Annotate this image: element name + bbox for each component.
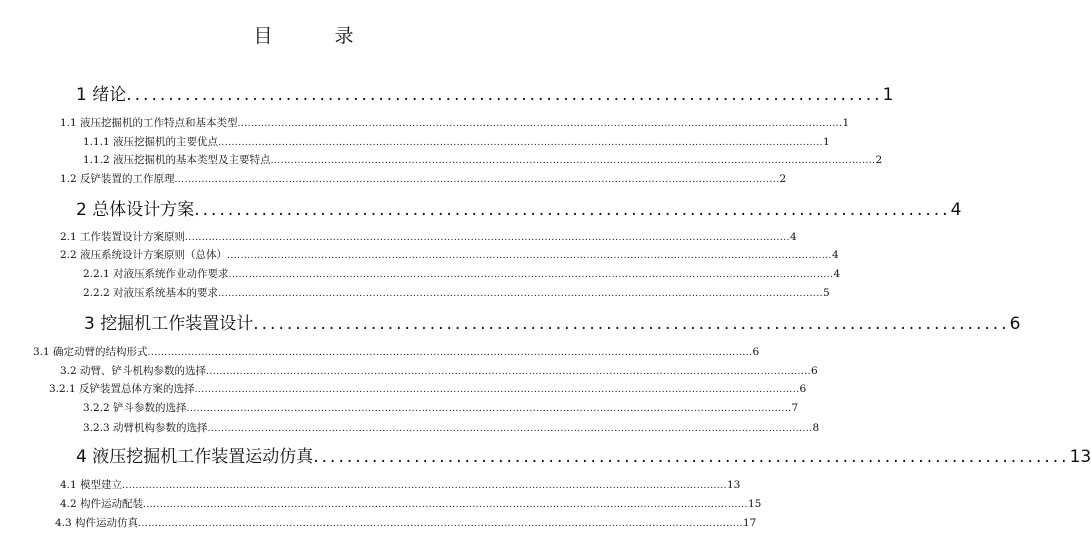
toc-entry-page: 13 xyxy=(727,479,741,491)
toc-entry-label: 4.1 模型建立 xyxy=(60,479,123,491)
toc-entry-1-2 xyxy=(60,172,787,187)
toc-entry-4-1 xyxy=(60,478,741,493)
toc-entry-label: 4.2 构件运动配装 xyxy=(60,498,144,510)
toc-entry-2-2-1 xyxy=(83,267,841,282)
toc-entry-label: 1.1.1 液压挖掘机的主要优点 xyxy=(83,136,219,148)
toc-entry-page: 4 xyxy=(790,231,797,243)
toc-entry-page: 1 xyxy=(882,85,894,105)
toc-entry-chapter-3 xyxy=(84,313,1021,335)
toc-entry-page: 6 xyxy=(1009,314,1021,334)
toc-entry-chapter-2 xyxy=(76,199,962,221)
toc-entry-label: 3.1 确定动臂的结构形式 xyxy=(33,346,148,358)
dot-leader: .................................................................................................................................................................................... xyxy=(218,289,824,299)
toc-entry-label: 2.2.2 对液压系统基本的要求 xyxy=(83,287,219,299)
toc-entry-page: 17 xyxy=(743,517,757,529)
dot-leader: .................................................................................................................................................................................... xyxy=(174,175,780,185)
toc-entry-label: 4.3 构件运动仿真 xyxy=(55,517,139,529)
toc-entry-3-2 xyxy=(60,364,818,379)
toc-title: 目 录 xyxy=(253,25,382,47)
toc-entry-label: 2.2.1 对液压系统作业动作要求 xyxy=(83,268,229,280)
toc-entry-3-2-1 xyxy=(49,382,807,397)
toc-entry-label: 3.2.1 反铲装置总体方案的选择 xyxy=(49,383,195,395)
dot-leader: .................................................................................................................................................................................... xyxy=(147,348,753,358)
dot-leader: .................................................................................................................................................................................... xyxy=(218,138,824,148)
toc-entry-2-2 xyxy=(60,248,839,263)
toc-entry-page: 4 xyxy=(833,268,841,280)
toc-entry-chapter-4 xyxy=(76,446,1091,468)
toc-entry-page: 5 xyxy=(823,287,830,299)
toc-entry-page: 4 xyxy=(950,200,962,220)
dot-leader: .......................................................................................... xyxy=(313,447,1070,467)
toc-entry-label: 3.2.3 动臂机构参数的选择 xyxy=(83,422,208,434)
toc-entry-page: 7 xyxy=(791,402,799,414)
dot-leader: .......................................................................................... xyxy=(194,200,951,220)
dot-leader: .................................................................................................................................................................................... xyxy=(185,233,790,243)
toc-entry-page: 6 xyxy=(752,346,760,358)
dot-leader: .................................................................................................................................................................................... xyxy=(237,119,843,129)
toc-entry-label: 3.2 动臂、铲斗机构参数的选择 xyxy=(60,365,207,377)
toc-entry-page: 6 xyxy=(799,383,807,395)
toc-entry-3-2-2 xyxy=(83,401,799,416)
toc-entry-label: 1.1.2 液压挖掘机的基本类型及主要特点 xyxy=(83,154,271,166)
dot-leader: .................................................................................................................................................................................... xyxy=(186,404,792,414)
toc-entry-page: 2 xyxy=(779,173,787,185)
toc-entry-page: 1 xyxy=(823,136,830,148)
toc-entry-2-2-2 xyxy=(83,286,830,301)
toc-entry-2-1 xyxy=(60,230,797,245)
toc-entry-page: 2 xyxy=(875,154,883,166)
toc-entry-label: 1.2 反铲装置的工作原理 xyxy=(60,173,175,185)
toc-entry-page: 1 xyxy=(842,117,850,129)
toc-entry-label: 1 绪论 xyxy=(76,85,127,105)
toc-entry-label: 2.1 工作装置设计方案原则 xyxy=(60,231,186,243)
toc-entry-label: 3.2.2 铲斗参数的选择 xyxy=(83,402,187,414)
toc-entry-page: 15 xyxy=(748,498,762,510)
toc-entry-page: 13 xyxy=(1069,447,1091,467)
toc-entry-page: 4 xyxy=(832,249,839,261)
dot-leader: .................................................................................................................................................................................... xyxy=(194,385,800,395)
toc-entry-1-1-1 xyxy=(83,135,830,150)
toc-entry-label: 4 液压挖掘机工作装置运动仿真 xyxy=(76,447,314,467)
toc-entry-4-3 xyxy=(55,516,757,531)
toc-entry-label: 2.2 液压系统设计方案原则（总体） xyxy=(60,249,228,261)
dot-leader: .................................................................................................................................................................................... xyxy=(206,367,811,377)
toc-entry-page: 8 xyxy=(812,422,820,434)
toc-entry-label: 2 总体设计方案 xyxy=(76,200,195,220)
dot-leader: .......................................................................................... xyxy=(253,314,1010,334)
toc-entry-1-1-2 xyxy=(83,153,883,168)
toc-entry-3-2-3 xyxy=(83,421,820,436)
toc-entry-page: 6 xyxy=(811,365,818,377)
toc-entry-1-1 xyxy=(60,116,850,131)
toc-entry-3-1 xyxy=(33,345,760,360)
dot-leader: .......................................................................................... xyxy=(126,85,883,105)
dot-leader: .................................................................................................................................................................................... xyxy=(270,156,876,166)
toc-entry-chapter-1 xyxy=(76,84,894,106)
dot-leader: .................................................................................................................................................................................... xyxy=(227,251,832,261)
dot-leader: .................................................................................................................................................................................... xyxy=(122,481,727,491)
toc-entry-label: 3 挖掘机工作装置设计 xyxy=(84,314,254,334)
toc-entry-label: 1.1 液压挖掘机的工作特点和基本类型 xyxy=(60,117,238,129)
dot-leader: .................................................................................................................................................................................... xyxy=(138,519,743,529)
toc-entry-4-2 xyxy=(60,497,762,512)
dot-leader: .................................................................................................................................................................................... xyxy=(143,500,748,510)
dot-leader: .................................................................................................................................................................................... xyxy=(207,424,813,434)
dot-leader: .................................................................................................................................................................................... xyxy=(228,270,834,280)
